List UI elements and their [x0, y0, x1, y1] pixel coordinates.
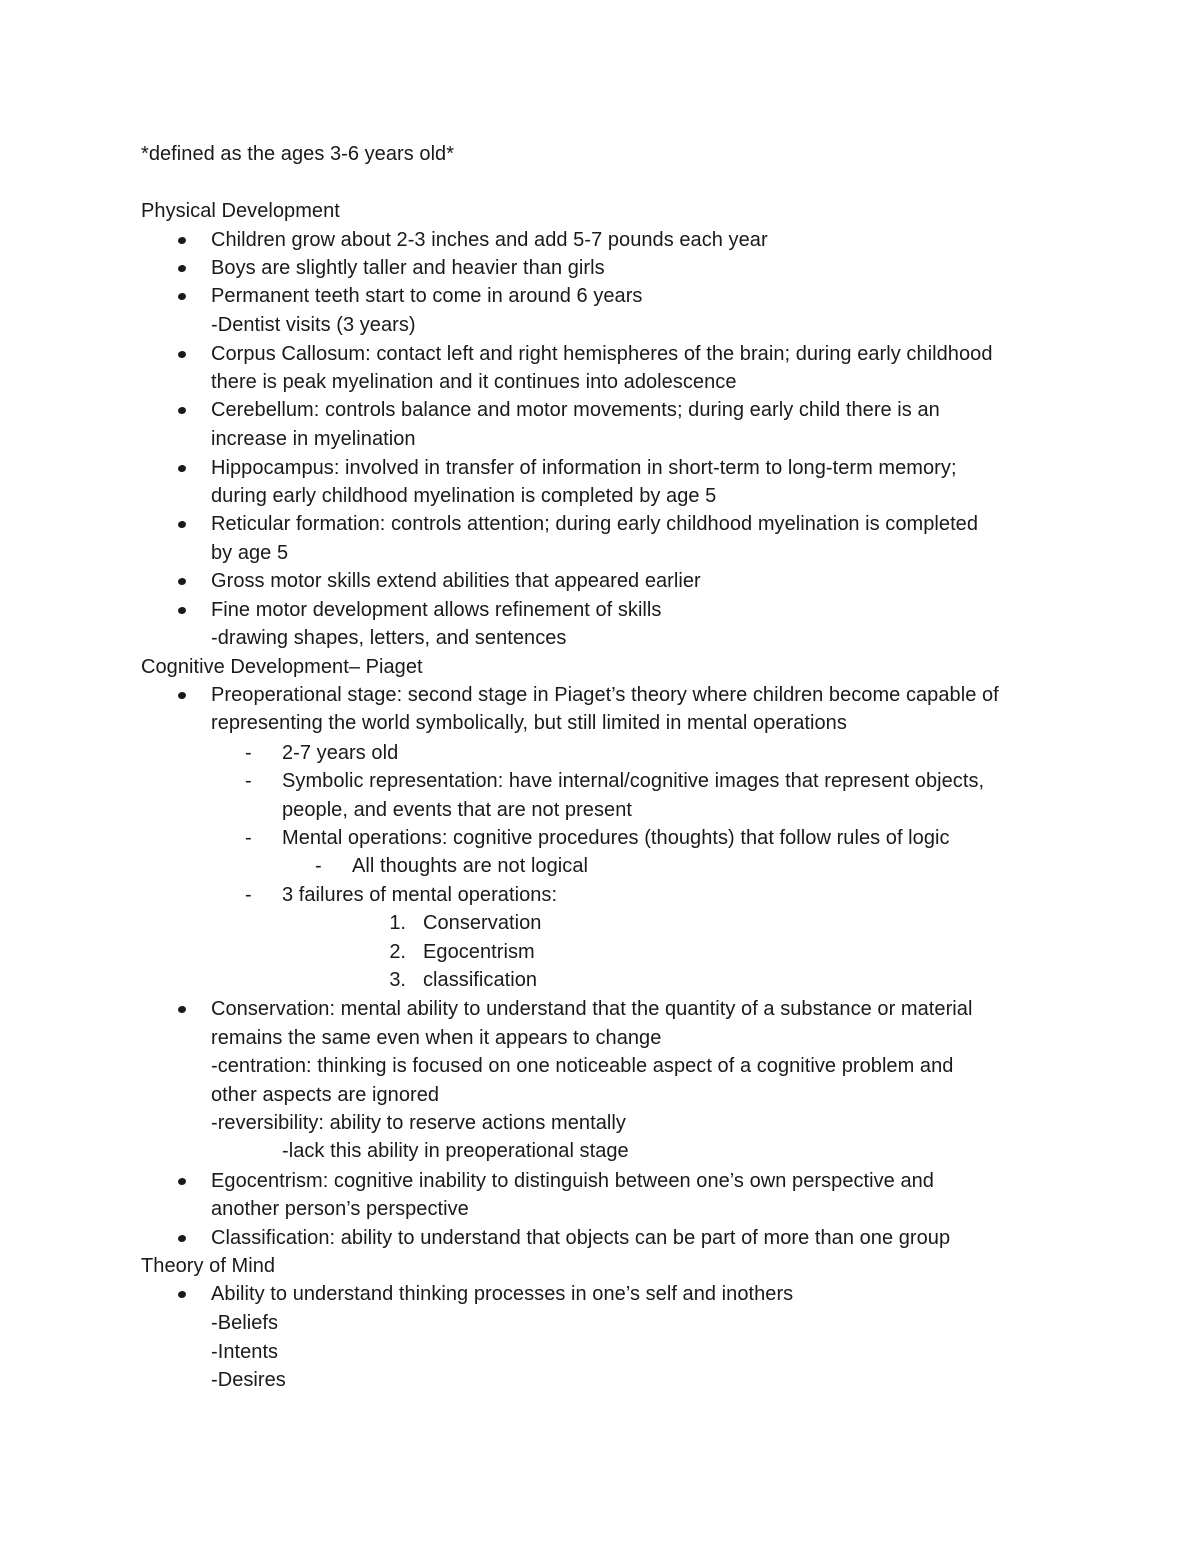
list-item-subline: -lack this ability in preoperational stage	[282, 1140, 629, 1162]
list-item-continuation: another person’s perspective	[211, 1198, 469, 1220]
list-item: Cerebellum: controls balance and motor movements; during early child there is an	[211, 399, 940, 421]
list-item: Hippocampus: involved in transfer of information in short-term to long-term memory;	[211, 457, 957, 479]
list-item-subline: -Beliefs	[211, 1312, 279, 1334]
bullet-icon	[177, 350, 186, 359]
numbered-item: classification	[423, 969, 538, 991]
bullet-icon	[177, 264, 186, 273]
bullet-icon	[177, 292, 186, 301]
bullet-icon	[177, 1290, 186, 1299]
list-item-continuation: there is peak myelination and it continues into adolescence	[211, 371, 737, 393]
list-number: 1.	[389, 912, 406, 934]
list-item: Classification: ability to understand that objects can be part of more than one group	[211, 1227, 951, 1249]
list-item: Fine motor development allows refinement of skills	[211, 599, 662, 621]
sub-list-item: Mental operations: cognitive procedures (thoughts) that follow rules of logic	[282, 827, 950, 849]
numbered-item: Egocentrism	[423, 941, 535, 963]
bullet-icon	[177, 1005, 186, 1014]
bullet-icon	[177, 1234, 186, 1243]
bullet-icon	[177, 691, 186, 700]
list-item-continuation: other aspects are ignored	[211, 1084, 440, 1106]
section-heading-theory-of-mind: Theory of Mind	[141, 1255, 276, 1277]
sub-list-item-continuation: people, and events that are not present	[282, 799, 632, 821]
bullet-icon	[177, 1177, 186, 1186]
numbered-item: Conservation	[423, 912, 542, 934]
list-number: 3.	[389, 969, 406, 991]
dash-marker: -	[315, 855, 322, 877]
list-item-subline: -Dentist visits (3 years)	[211, 314, 416, 336]
list-item-continuation: during early childhood myelination is completed by age 5	[211, 485, 717, 507]
dash-marker: -	[245, 770, 252, 792]
sub-list-item: 3 failures of mental operations:	[282, 884, 558, 906]
sub-sub-list-item: All thoughts are not logical	[352, 855, 588, 877]
list-item-subline: -Intents	[211, 1341, 279, 1363]
sub-list-item: 2-7 years old	[282, 742, 399, 764]
list-item: Ability to understand thinking processes in one’s self and inothers	[211, 1283, 794, 1305]
list-item: Boys are slightly taller and heavier than girls	[211, 257, 605, 279]
list-item: Preoperational stage: second stage in Piaget’s theory where children become capable of	[211, 684, 999, 706]
section-heading-cognitive: Cognitive Development– Piaget	[141, 656, 423, 678]
list-item-continuation: by age 5	[211, 542, 289, 564]
dash-marker: -	[245, 742, 252, 764]
dash-marker: -	[245, 884, 252, 906]
list-item-subline: -Desires	[211, 1369, 286, 1391]
list-item: Gross motor skills extend abilities that appeared earlier	[211, 570, 701, 592]
list-item: Conservation: mental ability to understand that the quantity of a substance or material	[211, 998, 973, 1020]
bullet-icon	[177, 406, 186, 415]
bullet-icon	[177, 577, 186, 586]
list-item: Egocentrism: cognitive inability to distinguish between one’s own perspective and	[211, 1170, 934, 1192]
list-item: Children grow about 2-3 inches and add 5-7 pounds each year	[211, 229, 768, 251]
list-item-continuation: remains the same even when it appears to change	[211, 1027, 662, 1049]
list-item: Permanent teeth start to come in around 6 years	[211, 285, 643, 307]
section-heading-physical: Physical Development	[141, 200, 340, 222]
list-item-subline: -centration: thinking is focused on one noticeable aspect of a cognitive problem and	[211, 1055, 954, 1077]
list-item-subline: -reversibility: ability to reserve actions mentally	[211, 1112, 626, 1134]
intro-note: *defined as the ages 3-6 years old*	[141, 143, 455, 165]
sub-list-item: Symbolic representation: have internal/cognitive images that represent objects,	[282, 770, 985, 792]
list-item-subline: -drawing shapes, letters, and sentences	[211, 627, 567, 649]
bullet-icon	[177, 464, 186, 473]
list-number: 2.	[389, 941, 406, 963]
list-item-continuation: increase in myelination	[211, 428, 416, 450]
dash-marker: -	[245, 827, 252, 849]
list-item: Reticular formation: controls attention; during early childhood myelination is completed	[211, 513, 979, 535]
bullet-icon	[177, 520, 186, 529]
bullet-icon	[177, 236, 186, 245]
list-item: Corpus Callosum: contact left and right hemispheres of the brain; during early childhood	[211, 343, 993, 365]
list-item-continuation: representing the world symbolically, but still limited in mental operations	[211, 712, 847, 734]
bullet-icon	[177, 606, 186, 615]
